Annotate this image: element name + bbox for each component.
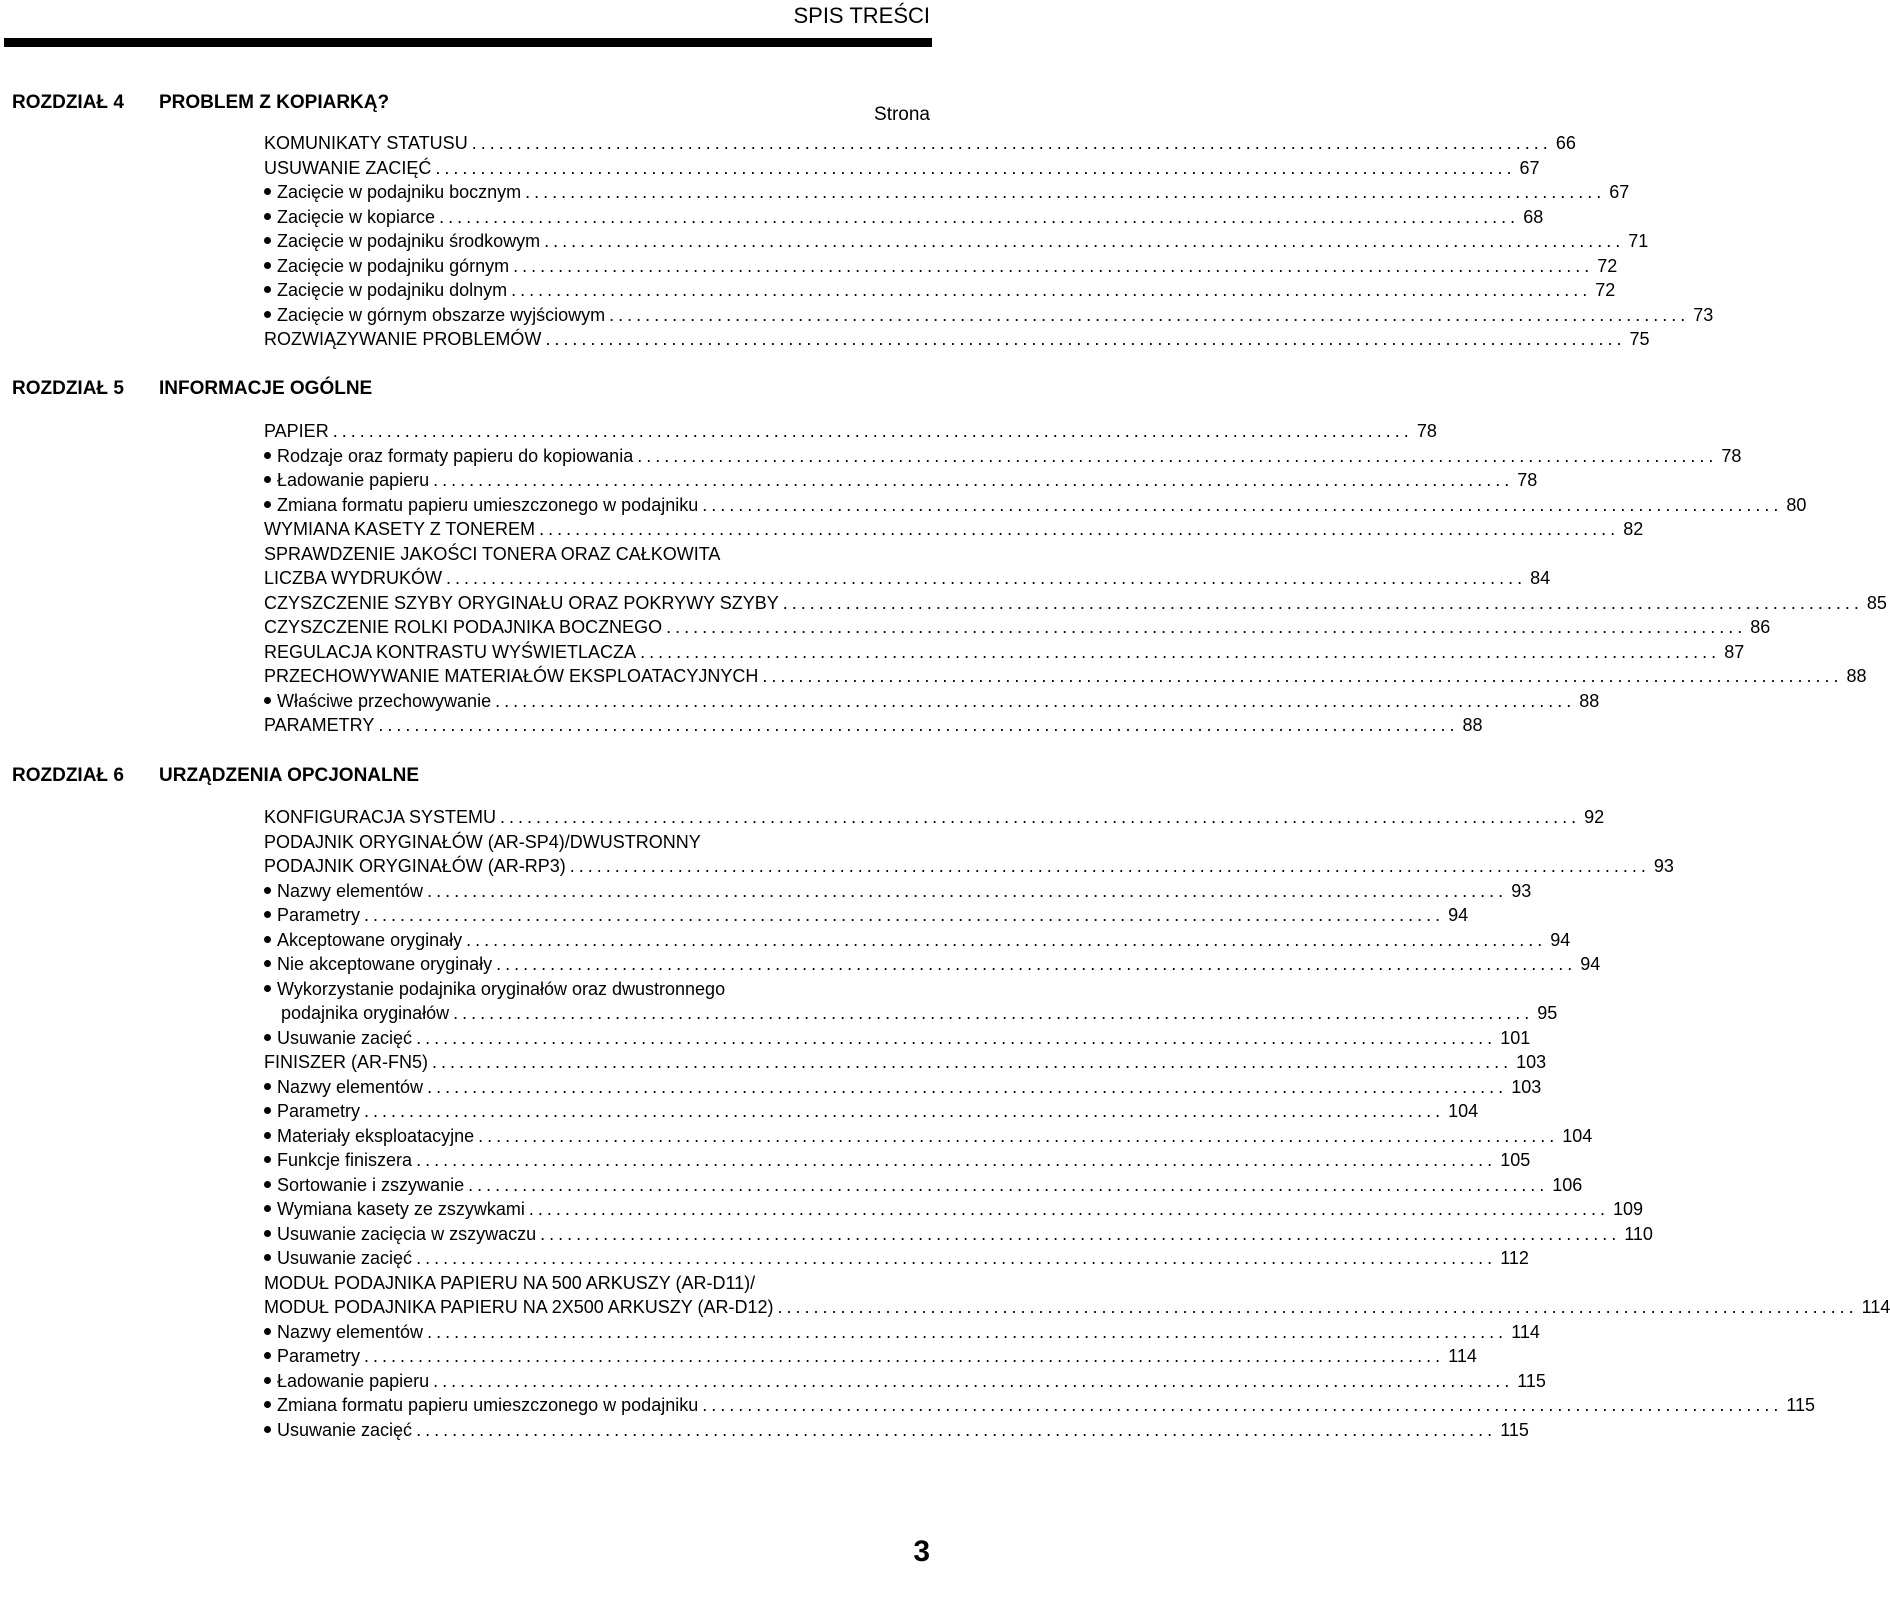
dot-leader: ........................................................................................................................ <box>640 641 1721 662</box>
toc-entry-page: 78 <box>1517 470 1538 490</box>
toc-entry[interactable] <box>264 1101 1479 1126</box>
dot-leader: ........................................................................................................................ <box>528 1199 1610 1219</box>
toc-entry[interactable] <box>264 1076 1542 1102</box>
bullet-icon <box>264 1205 271 1212</box>
toc-entry-title: Funkcje finiszera <box>277 1150 413 1170</box>
toc-entry[interactable] <box>264 954 1601 979</box>
toc-entry-title: Nazwy elementów <box>277 1076 424 1097</box>
dot-leader: ........................................................................................................................ <box>468 1174 1549 1195</box>
header-rule <box>4 38 932 47</box>
dot-leader: ........................................................................................................................ <box>702 494 1783 515</box>
toc-entry-title: REGULACJA KONTRASTU WYŚWIETLACZA <box>264 641 637 662</box>
toc-entry-page: 93 <box>1511 880 1532 901</box>
toc-entry-page: 114 <box>1511 1321 1540 1342</box>
chapter-title: URZĄDZENIA OPCJONALNE <box>159 765 420 786</box>
bullet-icon <box>264 887 271 894</box>
toc-entry-title: FINISZER (AR-FN5) <box>264 1052 428 1072</box>
toc-entry-title: podajnika oryginałów <box>281 1003 450 1023</box>
toc-entry-title: Zacięcie w podajniku środkowym <box>277 231 541 251</box>
toc-entry[interactable] <box>264 715 1483 740</box>
toc-entry-page: 115 <box>1786 1395 1816 1415</box>
dot-leader: ........................................................................................................................ <box>427 1321 1508 1342</box>
chapter-number: ROZDZIAŁ 5 <box>12 378 124 399</box>
dot-leader: ........................................................................................................................ <box>666 617 1747 637</box>
toc-entry[interactable] <box>264 1150 1531 1175</box>
dot-leader: ........................................................................................................................ <box>416 1419 1497 1440</box>
toc-entry[interactable] <box>264 304 1714 330</box>
toc-entry-page: 109 <box>1613 1199 1644 1219</box>
dot-leader: ........................................................................................................................ <box>637 445 1718 466</box>
toc-entry-title: Wykorzystanie podajnika oryginałów oraz dwustronnego <box>277 978 726 999</box>
bullet-icon <box>264 985 271 992</box>
toc-entry-title: Ładowanie papieru <box>277 470 430 490</box>
dot-leader: ........................................................................................................................ <box>539 519 1620 539</box>
bullet-icon <box>264 1132 271 1139</box>
toc-entry-title: Zacięcie w podajniku dolnym <box>277 280 508 300</box>
toc-entry-title: KONFIGURACJA SYSTEMU <box>264 807 497 827</box>
toc-entry[interactable] <box>264 470 1538 495</box>
toc-entry-title: Zmiana formatu papieru umieszczonego w podajniku <box>277 494 699 515</box>
toc-entry-page: 67 <box>1609 182 1630 202</box>
toc-entry-title: Parametry <box>277 905 361 925</box>
dot-leader: ........................................................................................................................ <box>433 470 1514 490</box>
dot-leader: ........................................................................................................................ <box>416 1027 1497 1048</box>
toc-entry[interactable] <box>264 856 1674 881</box>
toc-entry[interactable] <box>264 1027 1531 1053</box>
dot-leader: ........................................................................................................................ <box>513 255 1594 276</box>
toc-entry-page: 80 <box>1786 494 1807 515</box>
toc-entry-page: 112 <box>1500 1248 1529 1268</box>
toc-entry-title: Sortowanie i zszywanie <box>277 1174 465 1195</box>
dot-leader: ........................................................................................................................ <box>496 954 1577 974</box>
dot-leader: ........................................................................................................................ <box>427 1076 1508 1097</box>
dot-leader: ........................................................................................................................ <box>453 1003 1534 1023</box>
bullet-icon <box>264 1328 271 1335</box>
dot-leader: ........................................................................................................................ <box>525 182 1606 202</box>
toc-entry[interactable] <box>264 979 930 1004</box>
toc-entry-page: 93 <box>1653 856 1674 876</box>
toc-entry-page: 67 <box>1519 157 1540 178</box>
dot-leader: ........................................................................................................................ <box>432 1052 1513 1072</box>
chapter-title: INFORMACJE OGÓLNE <box>159 378 373 399</box>
toc-entry[interactable] <box>264 157 1540 183</box>
chapter-6-heading <box>12 765 912 791</box>
toc-entry-title: Rodzaje oraz formaty papieru do kopiowania <box>277 445 634 466</box>
page-header-title: SPIS TREŚCI <box>793 3 930 28</box>
toc-entry-title: CZYSZCZENIE ROLKI PODAJNIKA BOCZNEGO <box>264 617 663 637</box>
chapter-title: PROBLEM Z KOPIARKĄ? <box>159 92 390 113</box>
toc-entry-title: PODAJNIK ORYGINAŁÓW (AR-RP3) <box>264 856 566 876</box>
toc-entry-title: Zacięcie w podajniku bocznym <box>277 182 522 202</box>
toc-entry-page: 92 <box>1584 807 1605 827</box>
toc-entry[interactable] <box>264 1297 1890 1322</box>
toc-entry-title: Akceptowane oryginały <box>277 929 463 950</box>
toc-entry-title: Nazwy elementów <box>277 880 424 901</box>
toc-entry-page: 73 <box>1693 304 1714 325</box>
toc-entry-title: WYMIANA KASETY Z TONEREM <box>264 519 536 539</box>
chapter-number: ROZDZIAŁ 6 <box>12 765 124 786</box>
toc-entry[interactable] <box>264 929 1571 955</box>
toc-entry-title: Usuwanie zacięć <box>277 1248 413 1268</box>
toc-entry-page: 94 <box>1448 905 1469 925</box>
toc-entry-title: PRZECHOWYWANIE MATERIAŁÓW EKSPLOATACYJNYCH <box>264 666 759 686</box>
toc-entry-page: 104 <box>1448 1101 1479 1121</box>
toc-entry[interactable] <box>264 519 1644 544</box>
toc-entry[interactable] <box>264 905 1469 930</box>
dot-leader: ........................................................................................................................ <box>777 1297 1858 1317</box>
bullet-icon <box>264 1156 271 1163</box>
dot-leader: ........................................................................................................................ <box>433 1370 1514 1391</box>
dot-leader: ........................................................................................................................ <box>500 807 1581 827</box>
toc-entry-page: 72 <box>1595 280 1616 300</box>
dot-leader: ........................................................................................................................ <box>544 231 1625 251</box>
dot-leader: ........................................................................................................................ <box>495 690 1576 711</box>
toc-entry-page: 78 <box>1721 445 1742 466</box>
toc-entry[interactable] <box>264 280 1616 305</box>
toc-entry-title: Zmiana formatu papieru umieszczonego w podajniku <box>277 1395 699 1415</box>
toc-entry-title: CZYSZCZENIE SZYBY ORYGINAŁU ORAZ POKRYWY SZYBY <box>264 592 779 613</box>
dot-leader: ........................................................................................................................ <box>435 157 1516 178</box>
dot-leader: ........................................................................................................................ <box>416 1150 1497 1170</box>
dot-leader: ........................................................................................................................ <box>364 905 1445 925</box>
toc-entry-page: 103 <box>1516 1052 1547 1072</box>
bullet-icon <box>264 1107 271 1114</box>
dot-leader: ........................................................................................................................ <box>416 1248 1497 1268</box>
dot-leader: ........................................................................................................................ <box>378 715 1459 735</box>
toc-entry[interactable] <box>264 690 1600 716</box>
dot-leader: ........................................................................................................................ <box>446 568 1527 588</box>
chapter-6-toc <box>264 807 1890 1444</box>
chapter-number: ROZDZIAŁ 4 <box>12 92 124 113</box>
toc-entry-title: Usuwanie zacięć <box>277 1419 413 1440</box>
dot-leader: ........................................................................................................................ <box>466 929 1547 950</box>
toc-entry-page: 94 <box>1550 929 1571 950</box>
chapter-5-toc <box>264 421 1887 740</box>
dot-leader: ........................................................................................................................ <box>609 304 1690 325</box>
toc-entry[interactable] <box>264 880 1532 906</box>
dot-leader: ........................................................................................................................ <box>478 1125 1559 1146</box>
bullet-icon <box>264 1034 271 1041</box>
toc-entry-page: 75 <box>1629 329 1650 349</box>
dot-leader: ........................................................................................................................ <box>762 666 1843 686</box>
toc-entry[interactable] <box>264 544 930 569</box>
bullet-icon <box>264 960 271 967</box>
dot-leader: ........................................................................................................................ <box>471 133 1552 153</box>
toc-entry-page: 78 <box>1416 421 1437 441</box>
dot-leader: ........................................................................................................................ <box>439 206 1520 227</box>
toc-entry-page: 88 <box>1579 690 1600 711</box>
toc-entry-title: Właściwe przechowywanie <box>277 690 492 711</box>
toc-entry[interactable] <box>264 182 1630 207</box>
toc-entry-page: 87 <box>1724 641 1745 662</box>
bullet-icon <box>264 213 271 220</box>
dot-leader: ........................................................................................................................ <box>364 1101 1445 1121</box>
bullet-icon <box>264 1254 271 1261</box>
toc-entry-title: Usuwanie zacięć <box>277 1027 413 1048</box>
toc-entry-page: 110 <box>1624 1223 1653 1244</box>
toc-entry-page: 103 <box>1511 1076 1542 1097</box>
toc-entry-title: KOMUNIKATY STATUSU <box>264 133 468 153</box>
toc-entry[interactable] <box>264 1273 930 1298</box>
dot-leader: ........................................................................................................................ <box>427 880 1508 901</box>
toc-entry-title: USUWANIE ZACIĘĆ <box>264 157 432 178</box>
toc-entry[interactable] <box>264 329 1650 354</box>
toc-entry[interactable] <box>264 641 1745 667</box>
page-number: 3 <box>913 1535 930 1568</box>
dot-leader: ........................................................................................................................ <box>545 329 1626 349</box>
toc-entry-title: Nazwy elementów <box>277 1321 424 1342</box>
bullet-icon <box>264 1352 271 1359</box>
toc-entry-title: Parametry <box>277 1346 361 1366</box>
toc-entry[interactable] <box>264 255 1618 281</box>
bullet-icon <box>264 311 271 318</box>
toc-entry[interactable] <box>264 494 1807 520</box>
toc-entry[interactable] <box>264 1346 1477 1371</box>
bullet-icon <box>264 501 271 508</box>
toc-entry[interactable] <box>264 807 1605 832</box>
dot-leader: ........................................................................................................................ <box>702 1395 1783 1415</box>
toc-entry-title: Zacięcie w kopiarce <box>277 206 436 227</box>
toc-entry[interactable] <box>264 617 1771 642</box>
toc-entry-title: Ładowanie papieru <box>277 1370 430 1391</box>
chapter-4-toc <box>264 133 1714 354</box>
toc-entry-page: 114 <box>1861 1297 1890 1317</box>
toc-entry[interactable] <box>264 421 1437 446</box>
toc-entry-title: PODAJNIK ORYGINAŁÓW (AR-SP4)/DWUSTRONNY <box>264 831 701 852</box>
toc-entry[interactable] <box>264 568 1551 593</box>
dot-leader: ........................................................................................................................ <box>332 421 1413 441</box>
bullet-icon <box>264 1377 271 1384</box>
toc-entry-page: 114 <box>1448 1346 1477 1366</box>
bullet-icon <box>264 476 271 483</box>
toc-entry-title: Zacięcie w górnym obszarze wyjściowym <box>277 304 606 325</box>
bullet-icon <box>264 911 271 918</box>
chapter-5-heading <box>12 378 912 404</box>
toc-entry[interactable] <box>264 1321 1540 1347</box>
toc-entry[interactable] <box>264 133 1576 158</box>
toc-entry-page: 84 <box>1530 568 1551 588</box>
toc-entry-title: ROZWIĄZYWANIE PROBLEMÓW <box>264 329 542 349</box>
toc-entry-page: 66 <box>1555 133 1576 153</box>
toc-entry[interactable] <box>264 1223 1653 1249</box>
toc-entry[interactable] <box>264 1125 1593 1151</box>
toc-entry[interactable] <box>264 1052 1547 1077</box>
toc-entry[interactable] <box>264 1370 1546 1396</box>
toc-entry-title: LICZBA WYDRUKÓW <box>264 568 443 588</box>
toc-entry-page: 104 <box>1562 1125 1593 1146</box>
toc-entry-page: 95 <box>1537 1003 1558 1023</box>
toc-entry[interactable] <box>264 231 1649 256</box>
toc-entry-page: 88 <box>1846 666 1867 686</box>
toc-entry-title: Nie akceptowane oryginały <box>277 954 493 974</box>
toc-entry[interactable] <box>264 1395 1816 1420</box>
toc-entry-title: Wymiana kasety ze zszywkami <box>277 1199 525 1219</box>
toc-entry-page: 68 <box>1523 206 1544 227</box>
toc-entry-page: 71 <box>1628 231 1649 251</box>
toc-entry-page: 101 <box>1500 1027 1531 1048</box>
dot-leader: ........................................................................................................................ <box>540 1223 1621 1244</box>
bullet-icon <box>264 1230 271 1237</box>
bullet-icon <box>264 1401 271 1408</box>
toc-entry[interactable] <box>264 445 1742 471</box>
bullet-icon <box>264 1181 271 1188</box>
toc-entry-page: 82 <box>1623 519 1644 539</box>
toc-entry-page: 115 <box>1517 1370 1546 1391</box>
toc-entry-page: 86 <box>1750 617 1771 637</box>
dot-leader: ........................................................................................................................ <box>364 1346 1445 1366</box>
toc-entry[interactable] <box>264 1174 1583 1200</box>
bullet-icon <box>264 697 271 704</box>
toc-entry-title: MODUŁ PODAJNIKA PAPIERU NA 500 ARKUSZY (AR-D11)/ <box>264 1272 756 1293</box>
bullet-icon <box>264 1083 271 1090</box>
toc-entry[interactable] <box>264 1003 1558 1028</box>
toc-entry-title: PAPIER <box>264 421 329 441</box>
dot-leader: ........................................................................................................................ <box>511 280 1592 300</box>
toc-entry-title: PARAMETRY <box>264 715 375 735</box>
toc-entry-page: 88 <box>1462 715 1483 735</box>
bullet-icon <box>264 936 271 943</box>
toc-entry-page: 105 <box>1500 1150 1531 1170</box>
toc-entry[interactable] <box>264 592 1887 618</box>
toc-entry[interactable] <box>264 832 930 857</box>
chapter-4-heading <box>12 92 912 118</box>
toc-entry[interactable] <box>264 1199 1644 1224</box>
toc-entry-title: SPRAWDZENIE JAKOŚCI TONERA ORAZ CAŁKOWITA <box>264 543 721 564</box>
toc-entry-title: MODUŁ PODAJNIKA PAPIERU NA 2X500 ARKUSZY (AR-D12) <box>264 1297 774 1317</box>
dot-leader: ........................................................................................................................ <box>782 592 1863 613</box>
bullet-icon <box>264 237 271 244</box>
toc-entry[interactable] <box>264 1419 1529 1445</box>
dot-leader: ........................................................................................................................ <box>569 856 1650 876</box>
toc-entry-title: Usuwanie zacięcia w zszywaczu <box>277 1223 537 1244</box>
bullet-icon <box>264 452 271 459</box>
toc-entry-page: 72 <box>1597 255 1618 276</box>
bullet-icon <box>264 1426 271 1433</box>
toc-entry-page: 85 <box>1866 592 1887 613</box>
toc-entry[interactable] <box>264 666 1867 691</box>
toc-entry-page: 115 <box>1500 1419 1529 1440</box>
bullet-icon <box>264 188 271 195</box>
toc-entry-page: 94 <box>1580 954 1601 974</box>
toc-entry[interactable] <box>264 1248 1529 1273</box>
bullet-icon <box>264 286 271 293</box>
toc-entry-title: Zacięcie w podajniku górnym <box>277 255 510 276</box>
page-column-label: Strona <box>874 104 930 125</box>
toc-entry-title: Materiały eksploatacyjne <box>277 1125 475 1146</box>
toc-entry-page: 106 <box>1552 1174 1583 1195</box>
bullet-icon <box>264 262 271 269</box>
toc-entry[interactable] <box>264 206 1544 232</box>
toc-entry-title: Parametry <box>277 1101 361 1121</box>
